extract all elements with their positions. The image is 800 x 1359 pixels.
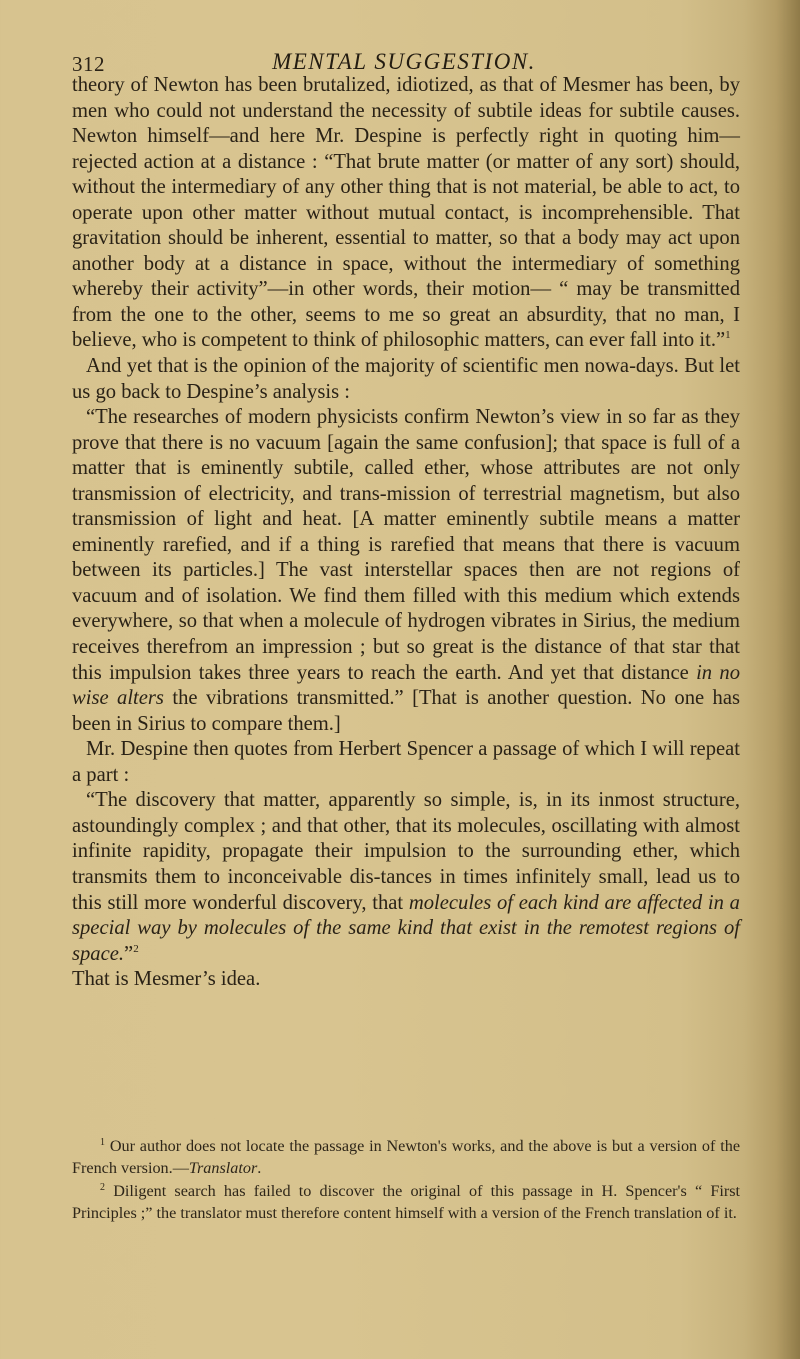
paragraph-text: “The researches of modern physicists confirm Newton’s view in so far as they prove that there is no vacuum [again the same confusion]; that space is full of a matter that is eminently subtile, called ether, whose attributes are not only transmission of electricity, and trans-mission of terrestrial magnetism, but also transmission of light and heat. [A matter eminently subtile means a matter eminently rarefied, and if a thing is rarefied that means that there is vacuum between its particles.] The vast interstellar spaces then are not regions of vacuum and of isolation. We find them filled with this medium which extends everywhere, so that when a molecule of hydrogen vibrates in Sirius, the medium receives therefrom an impression ; but so great is the distance of that star that this impulsion takes three years to reach the earth. And yet that distance bbox=[72, 406, 740, 684]
paragraph-text: And yet that is the opinion of the majority of scientific men nowa-days. But let us go back to Despine’s analysis : bbox=[72, 355, 740, 403]
footnote-ref-2[interactable]: 2 bbox=[133, 942, 139, 955]
emphasis-text: in no wise alters bbox=[72, 661, 740, 710]
footnote-attribution: Translator bbox=[188, 1159, 258, 1178]
paragraph-text: That is Mesmer’s idea. bbox=[72, 968, 261, 991]
paragraph-text: Mr. Despine then quotes from Herbert Spencer a passage of which I will repeat a part : bbox=[72, 738, 740, 786]
footnote-punct: . bbox=[257, 1159, 262, 1178]
footnote-text: Diligent search has failed to discover the original of this passage in H. Spencer's “ First Principles ;” the translator must therefore content himself with a version of the French translation of it. bbox=[72, 1181, 741, 1222]
footnote-marker: 1 bbox=[100, 1137, 105, 1148]
paragraph-6 bbox=[72, 967, 740, 993]
paragraph-text: theory of Newton has been brutalized, idiotized, as that of Mesmer has been, by men who could not understand the necessity of subtile ideas for subtile causes. Newton himself—and here Mr. Despine is perfectly right in quoting him—rejected action at a distance : “That brute matter (or matter of any sort) should, without the intermediary of any other thing that is not material, be able to act, to operate upon other matter without mutual contact, is incomprehensible. That gravitation should be inherent, essential to matter, so that a body may act upon another body at a distance in space, without the intermediary of something whereby their activity”—in other words, their motion— “ may be transmitted from the one to the other, seems to me so great an absurdity, that no man, I believe, who is competent to think of philosophic matters, can ever fall into it.” bbox=[72, 74, 740, 352]
closing-quote: ” bbox=[124, 942, 134, 965]
footnote-1 bbox=[72, 1135, 740, 1180]
paragraph-3 bbox=[72, 405, 740, 737]
footnote-marker: 2 bbox=[100, 1181, 105, 1193]
paragraph-5 bbox=[72, 788, 740, 967]
paragraph-1 bbox=[72, 73, 740, 354]
running-head: MENTAL SUGGESTION. bbox=[272, 49, 536, 74]
footnote-2 bbox=[72, 1180, 740, 1225]
paragraph-text: “The discovery that matter, apparently so simple, is, in its inmost structure, astoundingly complex ; and that other, that its molecules, oscillating with almost infinite rapidity, propagate their impulsion to the surrounding ether, which transmits them to inconceivable dis-tances in times infinitely small, lead us to this still more wonderful discovery, that bbox=[72, 789, 740, 914]
paragraph-2 bbox=[72, 354, 740, 405]
body-text bbox=[72, 73, 740, 993]
footnote-text: Our author does not locate the passage in Newton's works, and the above is but a version of the French version.— bbox=[72, 1137, 741, 1178]
footnote-ref-1[interactable]: 1 bbox=[725, 329, 731, 342]
paragraph-text: the vibrations transmitted.” [That is another question. No one has been in Sirius to compare them.] bbox=[72, 687, 741, 735]
paragraph-4 bbox=[72, 737, 740, 788]
footnotes bbox=[72, 1135, 740, 1224]
page-number: 312 bbox=[72, 52, 105, 76]
emphasis-text: molecules of each kind are affected in a special way by molecules of the same kind that exist in the remotest regions of space. bbox=[72, 891, 740, 965]
